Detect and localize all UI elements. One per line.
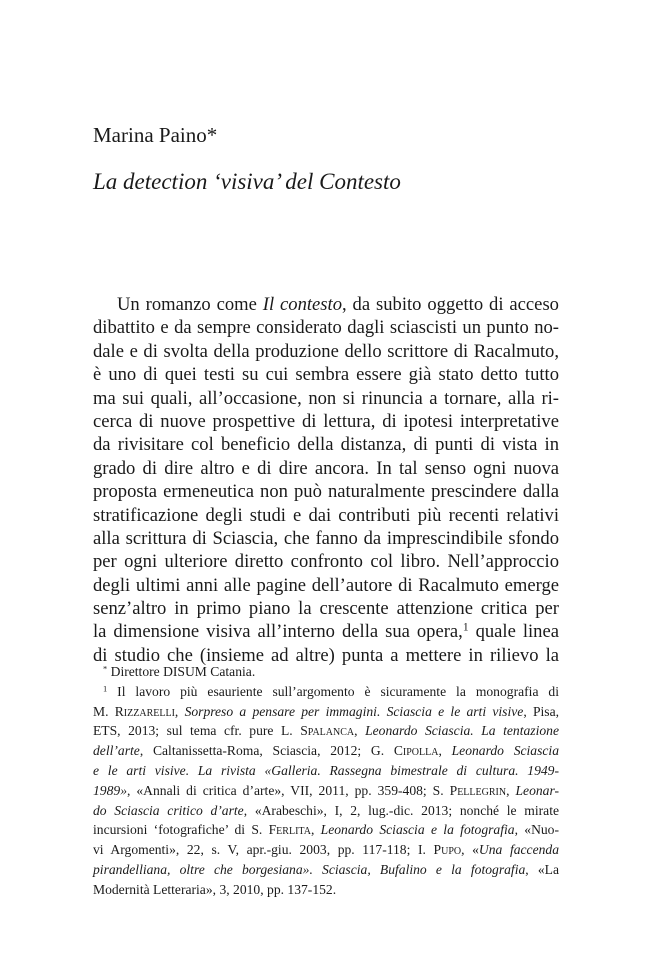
footnote-text: , Pisa, xyxy=(523,703,560,719)
cited-title: Sorpreso a pensare per immagini. Sciascia e le arti visive xyxy=(184,703,524,719)
footnote-text: Direttore DISUM Catania. xyxy=(110,664,256,679)
footnote-line xyxy=(93,741,559,761)
body-line: degli ultimi anni alle pagine dell’autore di Racalmuto emerge xyxy=(93,574,559,596)
footnote-line xyxy=(93,880,559,900)
footnote-text: , xyxy=(354,723,366,739)
cited-author: Ferlita xyxy=(268,822,311,838)
footnote-text: M. xyxy=(93,703,115,719)
body-line: è uno di quei testi su cui sembra essere già stato detto tutto xyxy=(93,364,559,386)
cited-title: Leonardo Sciascia xyxy=(451,743,560,759)
footnote-text: Il lavoro più esauriente sull’argomento è sicuramente la monografia di xyxy=(117,683,559,699)
footnote-text: , Caltanissetta-Roma, Sciascia, 2012; G. xyxy=(139,743,394,759)
footnote-line xyxy=(93,801,559,821)
footnote-text: , xyxy=(506,782,516,798)
cited-title: Leonardo Sciascia. La tentazione xyxy=(365,723,559,739)
body-line: per ogni ulteriore diretto confronto col libro. Nell’approccio xyxy=(93,551,559,573)
body-line: cerca di nuove prospettive di lettura, di ipotesi interpretative xyxy=(93,410,559,432)
cited-title: Leonar- xyxy=(515,782,559,798)
body-line: dibattito e da sempre considerato dagli sciascisti un punto no- xyxy=(93,317,559,339)
footnote-line xyxy=(93,820,559,840)
footnote-text: , «Arabeschi», I, 2, lug.-dic. 2013; nonché le mirate xyxy=(243,802,560,818)
footnote-text: , «La xyxy=(525,861,559,877)
footnote-line xyxy=(93,781,559,801)
body-line: di studio che (insieme ad altre) punta a mettere in rilievo la xyxy=(93,644,559,666)
footnote-line xyxy=(93,702,559,722)
body-line: la dimensione visiva all’interno della sua opera,$^1$ quale linea xyxy=(93,621,559,643)
footnote-line xyxy=(93,860,559,880)
footnote-line xyxy=(93,761,559,781)
footnote-text: ETS, 2013; sul tema cfr. pure L. xyxy=(93,723,301,739)
cited-title: do Sciascia critico d’arte xyxy=(93,802,244,818)
footnote-line xyxy=(93,682,559,702)
body-line: Un romanzo come Il contesto, da subito oggetto di acceso xyxy=(117,294,559,315)
cited-author: Cipolla xyxy=(393,743,439,759)
footnote-line xyxy=(93,721,559,741)
footnote-text: incursioni ‘fotografiche’ di S. xyxy=(93,822,269,838)
author-name: Marina Paino* xyxy=(93,123,218,147)
cited-author: Spalanca xyxy=(300,723,355,739)
cited-author: Rizzarelli xyxy=(114,703,175,719)
footnote-text: Modernità Letteraria», 3, 2010, pp. 137-152. xyxy=(93,881,337,897)
footnotes xyxy=(93,662,559,900)
body-line: senz’altro in primo piano la crescente attenzione critica per xyxy=(93,598,559,620)
body-line: dale e di svolta della produzione dello scrittore di Racalmuto, xyxy=(93,340,559,362)
footnote-text: , xyxy=(438,743,452,759)
body-line: stratificazione degli studi e dai contributi più recenti relativi xyxy=(93,504,559,526)
footnote-text: vi Argomenti», 22, s. V, apr.-giu. 2003, pp. 117-118; I. xyxy=(93,842,434,858)
cited-author: Pellegrin xyxy=(449,782,507,798)
footnote-text: , «Annali di critica d’arte», VII, 2011, pp. 359-408; S. xyxy=(126,782,450,798)
cited-title: 1989» xyxy=(93,782,127,798)
footnote-ref-1[interactable]: 1 xyxy=(462,622,469,635)
cited-title: pirandelliana, oltre che borgesiana». Sciascia, Bufalino e la fotografia xyxy=(93,861,526,877)
cited-author: Pupo xyxy=(433,842,462,858)
footnote-author xyxy=(93,662,559,682)
footnote-text: , xyxy=(174,703,185,719)
body-paragraph xyxy=(93,293,559,667)
footnote-mark-1: 1 xyxy=(103,683,108,694)
footnote-mark-star: * xyxy=(103,663,108,674)
footnote-text: , «Nuo- xyxy=(514,822,560,838)
body-line: da rivisitare col beneficio della distanza, di punti di vista in xyxy=(93,434,559,456)
article-title: La detection ‘visiva’ del Contesto xyxy=(93,169,401,194)
footnote-1 xyxy=(93,682,559,900)
footnote-text: , « xyxy=(461,842,479,858)
footnote-line xyxy=(93,840,559,860)
page xyxy=(93,0,559,975)
cited-title: dell’arte xyxy=(93,743,140,759)
footnote-text: , xyxy=(310,822,321,838)
cited-title: e le arti visive. La rivista «Galleria. Rassegna bimestrale di cultura. 1949- xyxy=(93,762,559,778)
body-line: ma sui quali, all’occasione, non si rinuncia a tornare, alla ri- xyxy=(93,387,559,409)
body-line: proposta ermeneutica non può naturalmente prescindere dalla xyxy=(93,481,559,503)
cited-title: Leonardo Sciascia e la fotografia xyxy=(320,822,515,838)
body-line: alla scrittura di Sciascia, che fanno da imprescindibile sfondo xyxy=(93,527,559,549)
body-line: grado di dire altro e di dire ancora. In tal senso ogni nuova xyxy=(93,457,559,479)
cited-title: Una faccenda xyxy=(478,842,560,858)
